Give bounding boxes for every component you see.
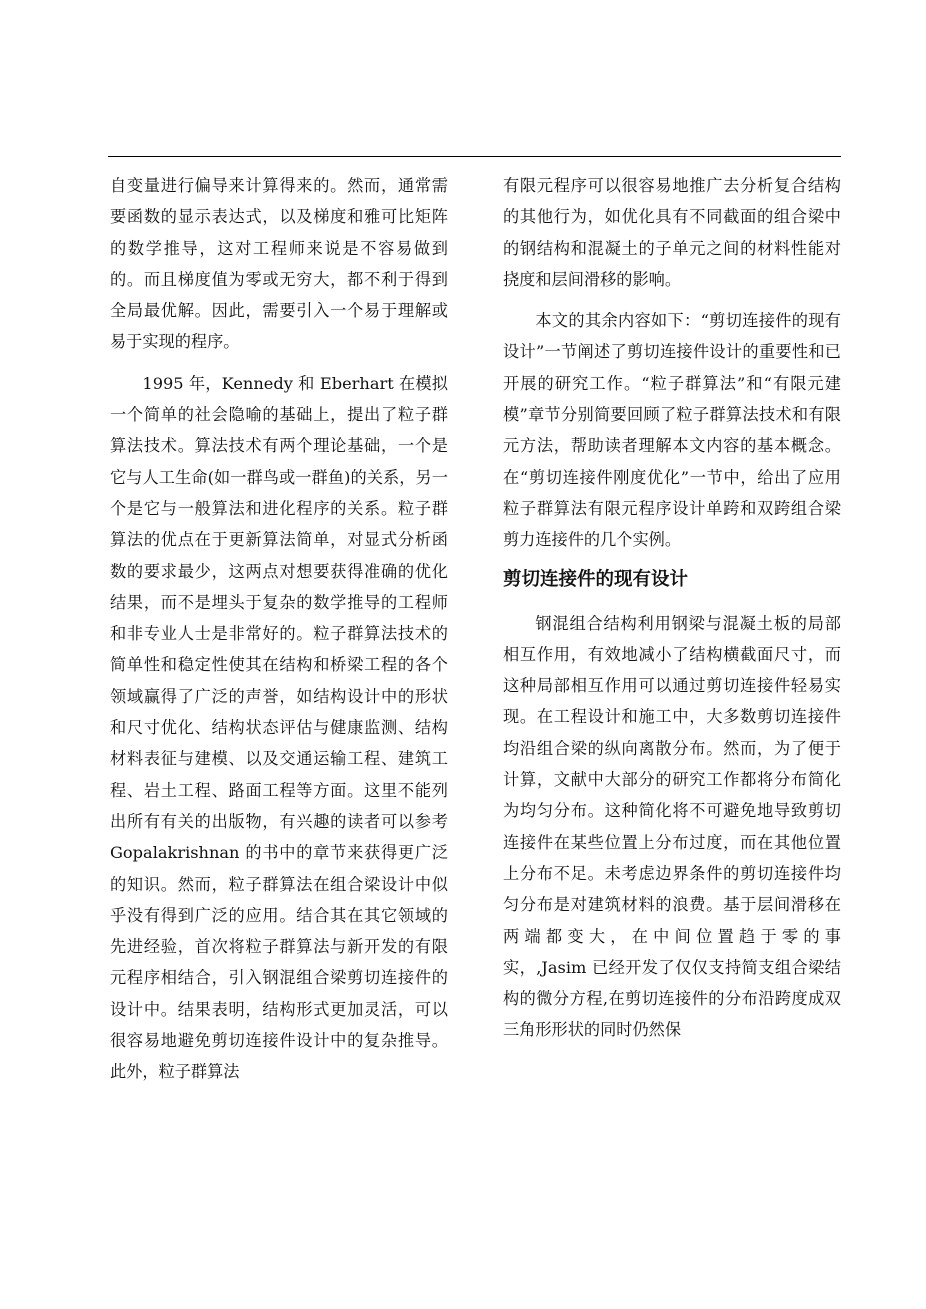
left-column [110,170,448,1088]
left-paragraph-2: 1995 年，Kennedy 和 Eberhart 在模拟一个简单的社会隐喻的基础上，提出了粒子群算法技术。算法技术有两个理论基础，一个是它与人工生命(如一群鸟或一群鱼)的关系，另一个是它与一般算法和进化程序的关系。粒子群算法的优点在于更新算法简单，对显式分析函数的要求最少，这两点对想要获得准确的优化结果，而不是埋头于复杂的数学推导的工程师和非专业人士是非常好的。粒子群算法技术的简单性和稳定性使其在结构和桥梁工程的各个领域赢得了广泛的声誉，如结构设计中的形状和尺寸优化、结构状态评估与健康监测、结构材料表征与建模、以及交通运输工程、建筑工程、岩土工程、路面工程等方面。这里不能列出所有有关的出版物，有兴趣的读者可以参考 Gopalakrishnan 的书中的章节来获得更广泛的知识。然而，粒子群算法在组合梁设计中似乎没有得到广泛的应用。结合其在其它领域的先进经验，首次将粒子群算法与新开发的有限元程序相结合，引入钢混组合梁剪切连接件的设计中。结果表明，结构形式更加灵活，可以很容易地避免剪切连接件设计中的复杂推导。此外，粒子群算法 [110,373,448,1082]
section-heading: 剪切连接件的现有设计 [503,568,689,590]
header-rule [108,156,841,157]
right-paragraph-2: 本文的其余内容如下：“剪切连接件的现有设计”一节阐述了剪切连接件设计的重要性和已开展的研究工作。“粒子群算法”和“有限元建模”章节分别简要回顾了粒子群算法技术和有限元方法，帮助读者理解本文内容的基本概念。在“剪切连接件刚度优化”一节中，给出了应用粒子群算法有限元程序设计单跨和双跨组合梁剪力连接件的几个实例。 [503,311,841,550]
right-paragraph-3: 钢混组合结构利用钢梁与混凝土板的局部相互作用，有效地减小了结构横截面尺寸，而这种局部相互作用可以通过剪切连接件轻易实现。在工程设计和施工中，大多数剪切连接件均沿组合梁的纵向离散分布。然而，为了便于计算，文献中大部分的研究工作都将分布简化为均匀分布。这种简化将不可避免地导致剪切连接件在某些位置上分布过度，而在其他位置上分布不足。未考虑边界条件的剪切连接件均匀分布是对建筑材料的浪费。基于层间滑移在两端都变大，在中间位置趋于零的事实，,Jasim 已经开发了仅仅支持简支组合梁结构的微分方程,在剪切连接件的分布沿跨度成双三角形形状的同时仍然保 [503,613,841,1040]
left-paragraph-1: 自变量进行偏导来计算得来的。然而，通常需要函数的显示表达式，以及梯度和雅可比矩阵的数学推导，这对工程师来说是不容易做到的。而且梯度值为零或无穷大，都不利于得到全局最优解。因此，需要引入一个易于理解或易于实现的程序。 [110,176,448,352]
right-paragraph-1: 有限元程序可以很容易地推广去分析复合结构的其他行为，如优化具有不同截面的组合梁中的钢结构和混凝土的子单元之间的材料性能对挠度和层间滑移的影响。 [503,176,841,289]
right-column [503,170,841,1046]
